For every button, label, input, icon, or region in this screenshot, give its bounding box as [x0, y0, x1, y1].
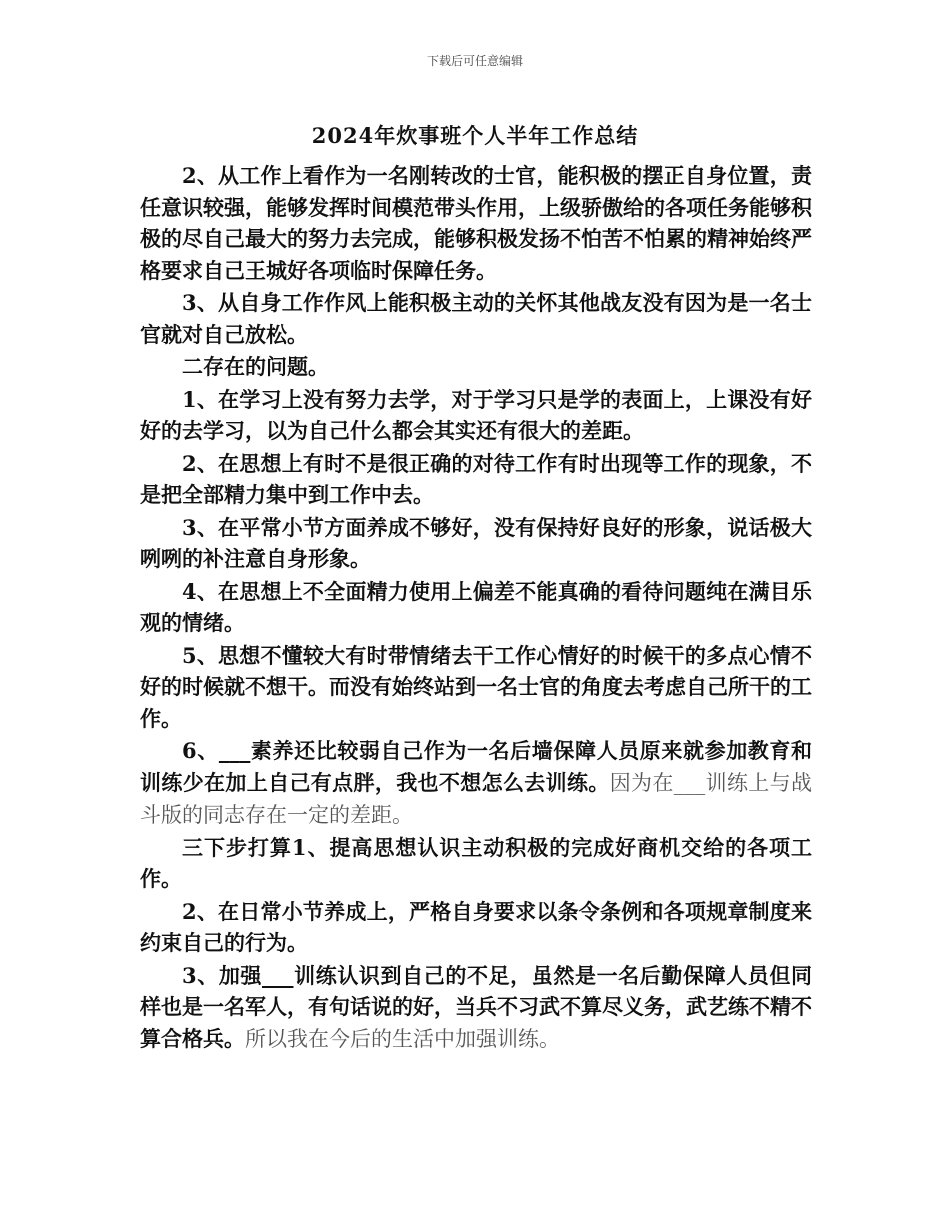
- section-heading: 二存在的问题。: [182, 354, 329, 379]
- paragraph: 三下步打算1、提高思想认识主动积极的完成好商机交给的各项工作。: [140, 834, 812, 891]
- paragraph: 2、在日常小节养成上，严格自身要求以条令条例和各项规章制度来约束自己的行为。: [140, 898, 812, 955]
- paragraph: 1、在学习上没有努力去学，对于学习只是学的表面上，上课没有好好的去学习，以为自己什么都会其实还有很大的差距。: [140, 386, 812, 443]
- paragraph: 3、从自身工作作风上能积极主动的关怀其他战友没有因为是一名士官就对自己放松。: [140, 290, 812, 347]
- document-title: 2024年炊事班个人半年工作总结: [311, 123, 639, 148]
- paragraph: 4、在思想上不全面精力使用上偏差不能真确的看待问题纯在满目乐观的情绪。: [140, 578, 812, 635]
- paragraph: 3、在平常小节方面养成不够好，没有保持好良好的形象，说话极大咧咧的补注意自身形象。: [140, 514, 812, 571]
- paragraph: 2、在思想上有时不是很正确的对待工作有时出现等工作的现象，不是把全部精力集中到工作中去。: [140, 450, 812, 507]
- paragraph: 6、___素养还比较弱自己作为一名后墙保障人员原来就参加教育和训练少在加上自己有点胖，我也不想怎么去训练。因为在___训练上与战斗版的同志存在一定的差距。: [140, 738, 813, 827]
- paragraph: 2、从工作上看作为一名刚转改的士官，能积极的摆正自身位置，责任意识较强，能够发挥时间模范带头作用，上级骄傲给的各项任务能够积极的尽自己最大的努力去完成，能够积极发扬不怕苦不怕累的精神始终严格要求自己王城好各项临时保障任务。: [140, 163, 812, 283]
- paragraph: 3、加强___训练认识到自己的不足，虽然是一名后勤保障人员但同样也是一名军人，有句话说的好，当兵不习武不算尽义务，武艺练不精不算合格兵。所以我在今后的生活中加强训练。: [140, 962, 812, 1051]
- document-body: [140, 160, 812, 1055]
- paragraph: 5、思想不懂较大有时带情绪去干工作心情好的时候干的多点心情不好的时候就不想干。而没有始终站到一名士官的角度去考虑自己所干的工作。: [140, 642, 812, 731]
- page-header-note: 下载后可任意编辑: [426, 54, 523, 68]
